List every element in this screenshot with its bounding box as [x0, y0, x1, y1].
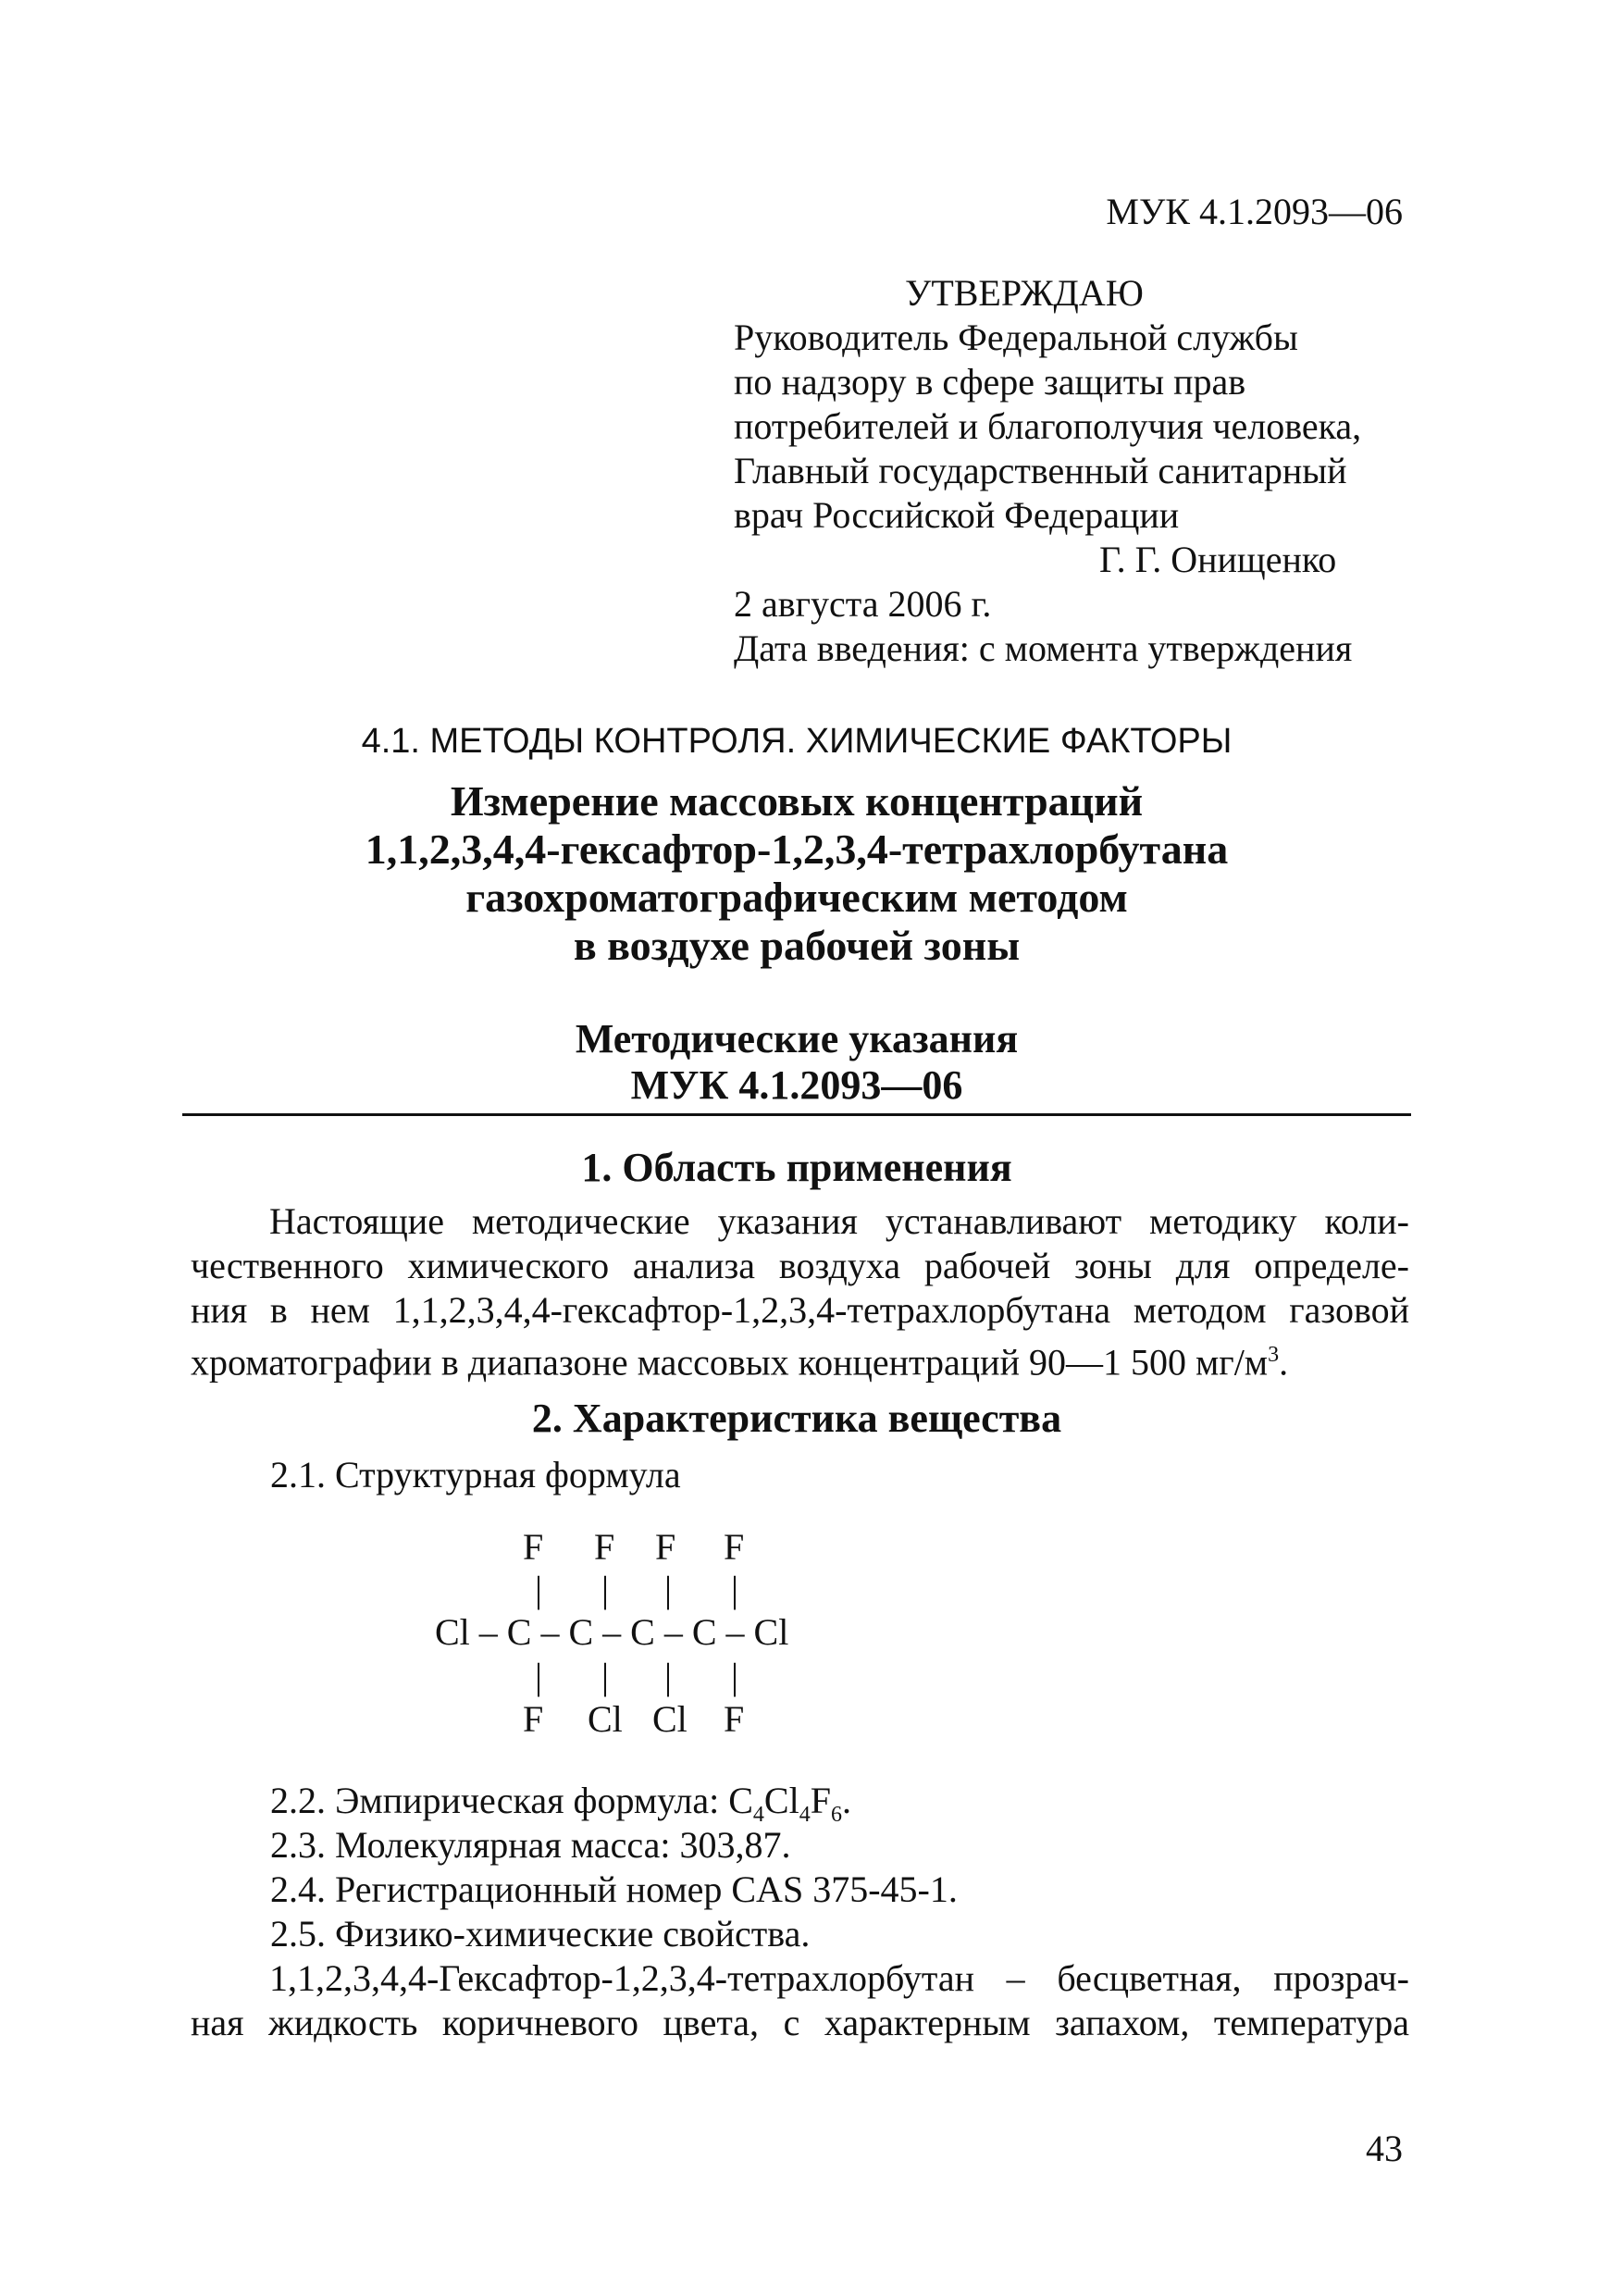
formula-bond: |: [535, 1656, 543, 1697]
approval-line: по надзору в сфере защиты прав: [734, 361, 1246, 403]
formula-atom: F: [724, 1698, 745, 1740]
formula-atom: Cl: [588, 1698, 623, 1740]
formula-bond: |: [731, 1656, 739, 1697]
formula-atom: F: [655, 1526, 676, 1568]
title-line: в воздухе рабочей зоны: [573, 922, 1021, 969]
item-2-5: 2.5. Физико-химические свойства.: [270, 1913, 811, 1955]
paragraph-line: 1,1,2,3,4,4-Гексафтор-1,2,3,4-тетрахлорбутан – бесцветная, прозрач-: [269, 1957, 1409, 1999]
formula-bond: |: [535, 1569, 543, 1610]
approval-line: потребителей и благополучия человека,: [734, 405, 1362, 447]
approval-title: УТВЕРЖДАЮ: [905, 272, 1144, 314]
formula-bond: |: [601, 1656, 610, 1697]
section-header: 4.1. МЕТОДЫ КОНТРОЛЯ. ХИМИЧЕСКИЕ ФАКТОРЫ: [361, 722, 1233, 761]
subtitle: [182, 1016, 1411, 1109]
subtitle-code: МУК 4.1.2093—06: [630, 1062, 963, 1108]
item-2-4: 2.4. Регистрационный номер CAS 375-45-1.: [270, 1868, 958, 1910]
approval-line: Руководитель Федеральной службы: [734, 316, 1298, 358]
approval-date: 2 августа 2006 г.: [734, 583, 992, 625]
formula-bond: |: [664, 1569, 673, 1610]
formula-atom: F: [523, 1526, 544, 1568]
formula-atom: F: [594, 1526, 615, 1568]
item-2-3: 2.3. Молекулярная масса: 303,87.: [270, 1824, 791, 1866]
formula-bond: |: [664, 1656, 673, 1697]
subtitle-line: Методические указания: [575, 1016, 1019, 1061]
section-2-5-paragraph: [191, 1956, 1409, 2045]
formula-bond: |: [601, 1569, 610, 1610]
document-code: МУК 4.1.2093—06: [1106, 191, 1403, 232]
formula-atom: F: [523, 1698, 544, 1740]
paragraph-line: ния в нем 1,1,2,3,4,4-гексафтор-1,2,3,4-тетрахлорбутана методом газовой: [191, 1289, 1409, 1331]
section-2-heading: 2. Характеристика вещества: [531, 1396, 1062, 1441]
formula-chain: Cl – C – C – C – C – Cl: [435, 1611, 789, 1653]
formula-atom: F: [724, 1526, 745, 1568]
title-divider: [182, 1113, 1411, 1116]
item-2-1: 2.1. Структурная формула: [270, 1454, 681, 1496]
title-line: газохроматографическим методом: [465, 874, 1128, 921]
paragraph-line: хроматографии в диапазоне массовых концентраций 90—1 500 $мг/м^3$.: [191, 1341, 1289, 1384]
formula-bond: |: [731, 1569, 739, 1610]
document-title: [182, 777, 1411, 970]
formula-atom: Cl: [652, 1698, 688, 1740]
page-number: 43: [1366, 2128, 1403, 2169]
item-2-2: 2.2. Эмпирическая формула: $C_4Cl_4F_6$.: [270, 1780, 851, 1827]
effective-date: Дата введения: с момента утверждения: [734, 627, 1353, 669]
structural-formula: [435, 1525, 898, 1747]
paragraph-line: Настоящие методические указания устанавливают методику коли-: [269, 1200, 1409, 1242]
title-line: Измерение массовых концентраций: [450, 777, 1144, 825]
approval-line: Главный государственный санитарный: [734, 450, 1347, 491]
paragraph-line: чественного химического анализа воздуха рабочей зоны для определе-: [191, 1245, 1409, 1286]
approval-line: врач Российской Федерации: [734, 494, 1180, 536]
paragraph-line: ная жидкость коричневого цвета, с характерным запахом, температура: [191, 2002, 1409, 2043]
title-line: 1,1,2,3,4,4-гексафтор-1,2,3,4-тетрахлорбутана: [365, 825, 1229, 873]
section-1-heading: 1. Область применения: [581, 1145, 1012, 1190]
signatory-name: Г. Г. Онищенко: [1099, 539, 1337, 580]
section-1-paragraph: [191, 1199, 1409, 1384]
